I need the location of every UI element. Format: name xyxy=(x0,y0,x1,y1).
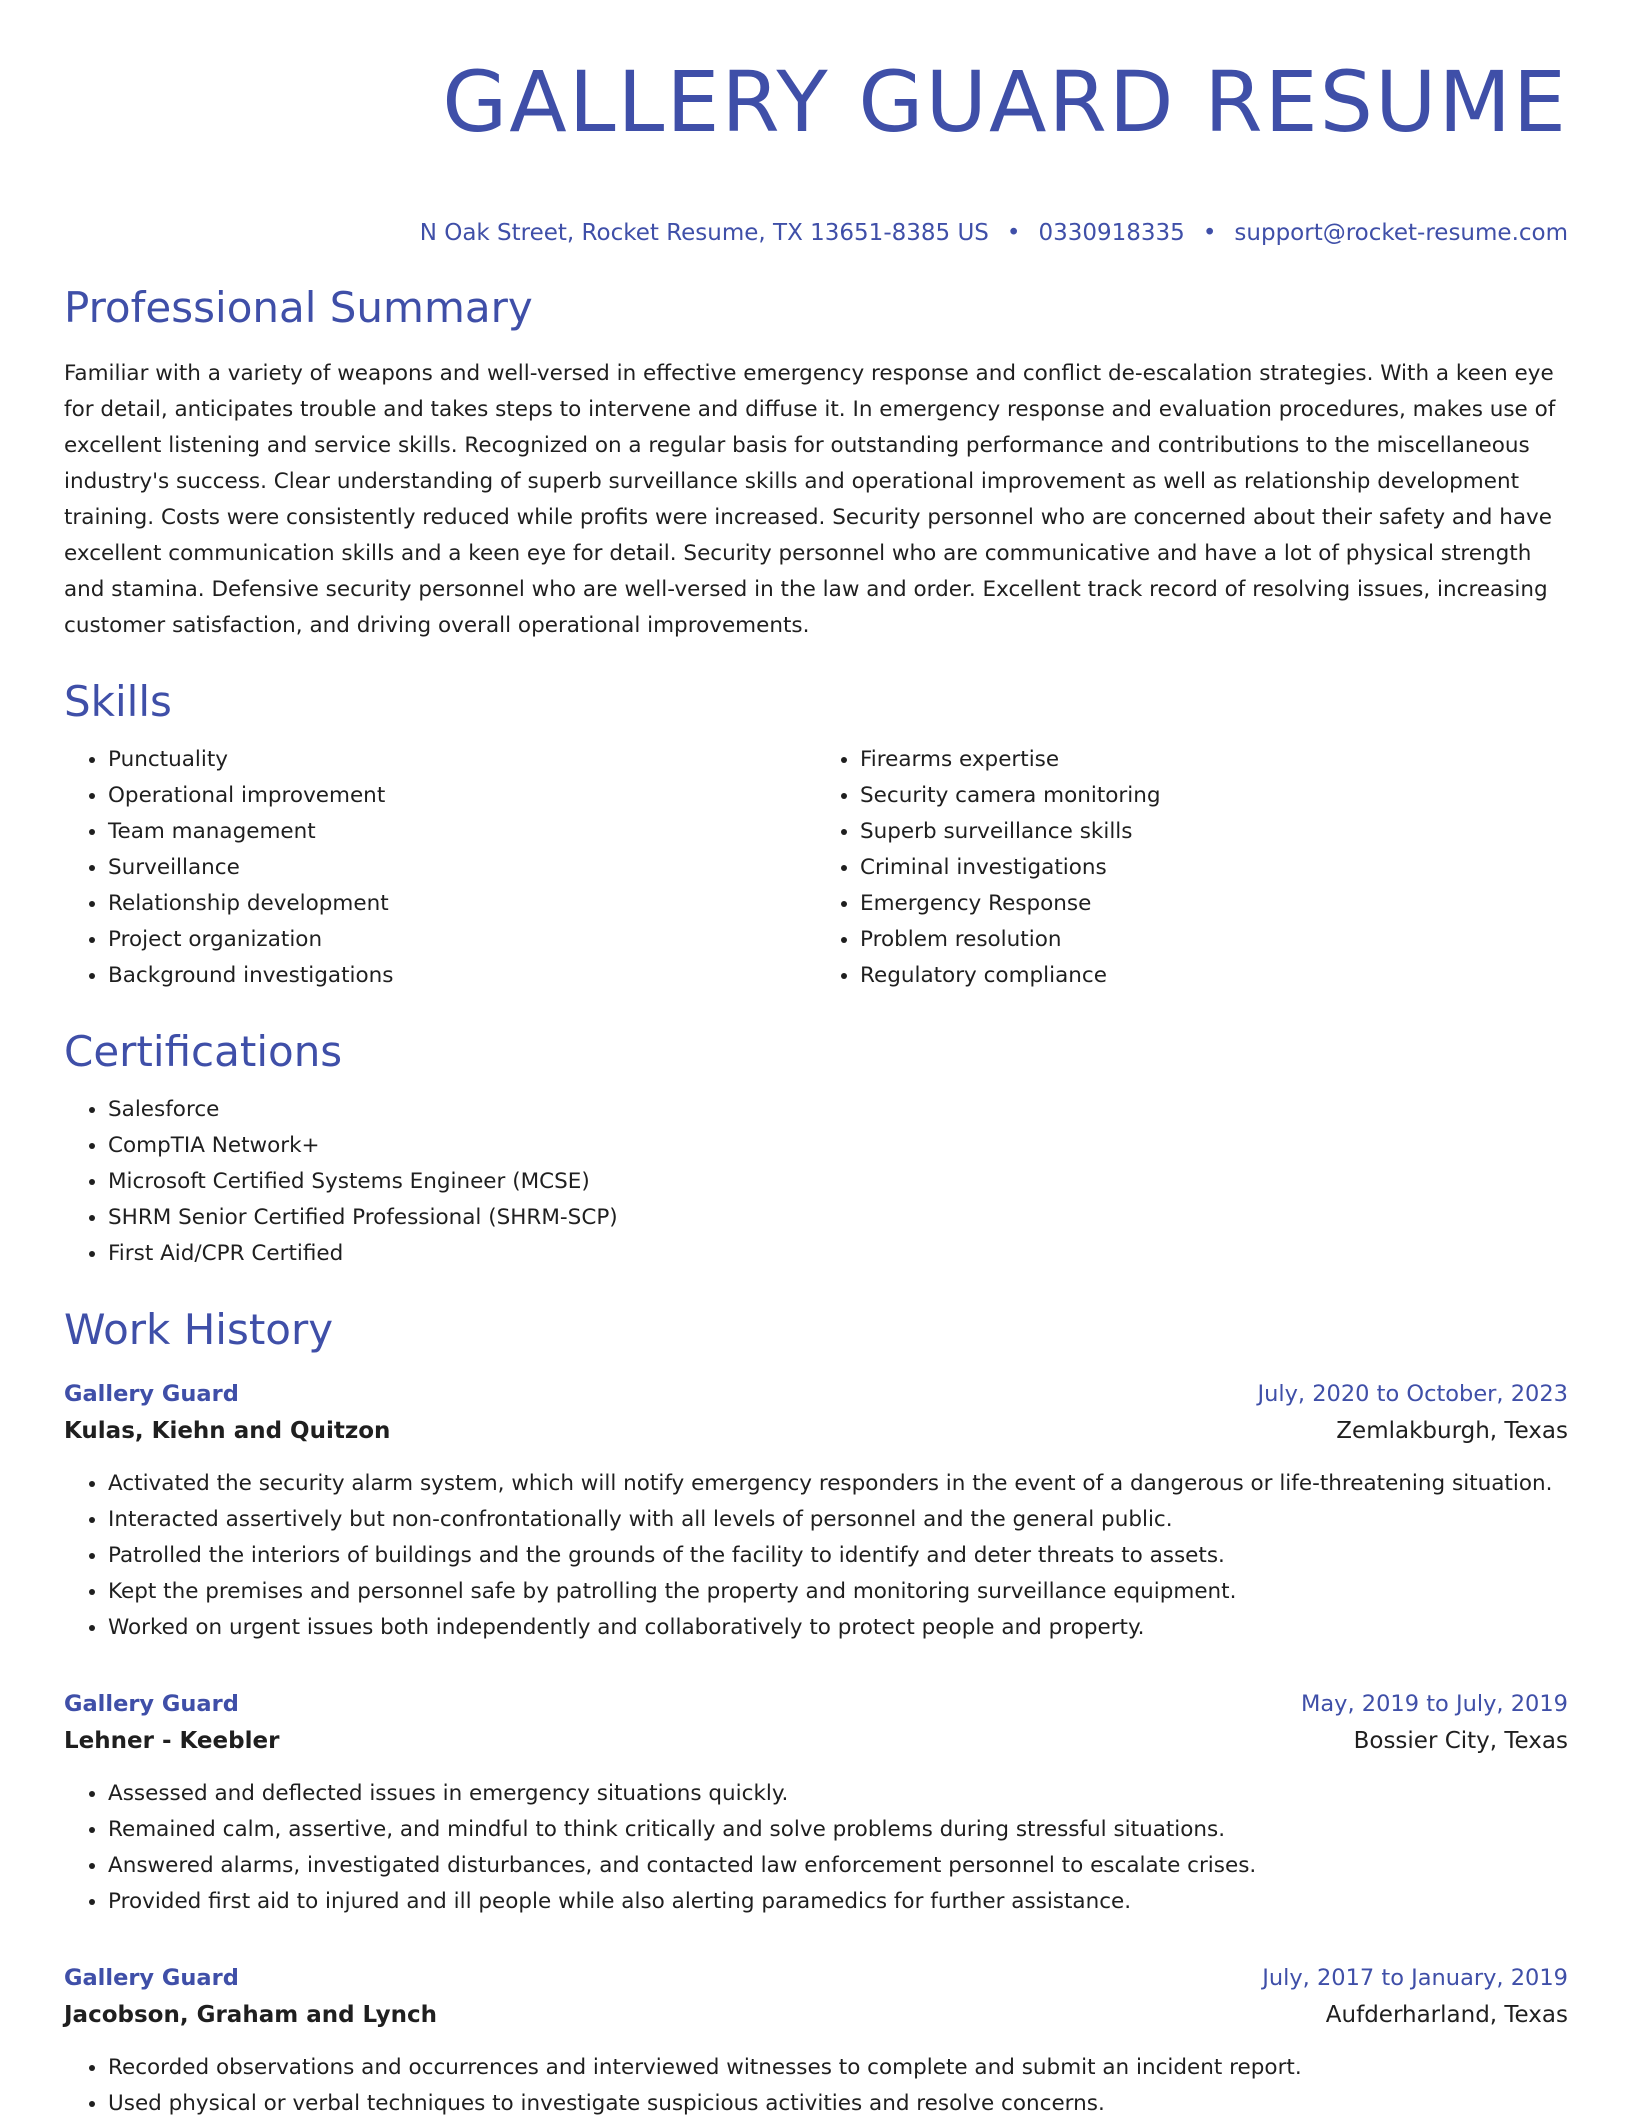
job-location: Bossier City, Texas xyxy=(1353,1728,1568,1754)
job-bullet: • Provided first aid to injured and ill people while also alerting paramedics for further assistance. xyxy=(108,1884,1568,1920)
skill-item: • Background investigations xyxy=(108,958,808,994)
skill-item: • Punctuality xyxy=(108,742,808,778)
job-bullet: • Kept the premises and personnel safe by patrolling the property and monitoring surveillance equipment. xyxy=(108,1574,1568,1610)
job-bullet: • Remained calm, assertive, and mindful to think critically and solve problems during stressful situations. xyxy=(108,1812,1568,1848)
job-bullet: • Assessed and deflected issues in emergency situations quickly. xyxy=(108,1776,1568,1812)
job-bullet: • Recorded observations and occurrences and interviewed witnesses to complete and submit an incident report. xyxy=(108,2050,1568,2086)
contact-separator: • xyxy=(1006,220,1021,246)
job-bullets xyxy=(64,1466,1568,1646)
skills-heading: Skills xyxy=(64,677,172,726)
certification-item: • SHRM Senior Certified Professional (SHRM-SCP) xyxy=(108,1200,1568,1236)
job-location: Zemlakburgh, Texas xyxy=(1336,1418,1568,1444)
resume-title: GALLERY GUARD RESUME xyxy=(442,53,1568,151)
job-employer-row xyxy=(64,1412,1568,1450)
skills-list-right xyxy=(808,742,1560,994)
certifications-heading: Certifications xyxy=(64,1027,343,1076)
job-dates: May, 2019 to July, 2019 xyxy=(1300,1691,1568,1717)
job-title: Gallery Guard xyxy=(64,1965,239,1991)
skill-item: • Firearms expertise xyxy=(860,742,1560,778)
job-title: Gallery Guard xyxy=(64,1381,239,1407)
skills-list-left xyxy=(64,742,808,994)
job-employer-row xyxy=(64,1722,1568,1760)
skill-item: • Problem resolution xyxy=(860,922,1560,958)
certifications-list xyxy=(64,1092,1568,1272)
skill-item: • Team management xyxy=(108,814,808,850)
work-history-heading: Work History xyxy=(64,1305,334,1354)
address: N Oak Street, Rocket Resume, TX 13651-8385 US xyxy=(419,220,989,246)
job-entry xyxy=(64,1376,1568,1646)
skill-item: • Regulatory compliance xyxy=(860,958,1560,994)
job-bullets xyxy=(64,2050,1568,2122)
phone: 0330918335 xyxy=(1038,220,1185,246)
job-bullet: • Worked on urgent issues both independently and collaboratively to protect people and property. xyxy=(108,1610,1568,1646)
job-dates: July, 2020 to October, 2023 xyxy=(1257,1381,1568,1407)
skill-item: • Project organization xyxy=(108,922,808,958)
certification-item: • First Aid/CPR Certified xyxy=(108,1236,1568,1272)
job-bullet: • Answered alarms, investigated disturbances, and contacted law enforcement personnel to escalate crises. xyxy=(108,1848,1568,1884)
job-entry xyxy=(64,1686,1568,1920)
summary-text: Familiar with a variety of weapons and well-versed in effective emergency response and conflict de-escalation strategies. With a keen eye for detail, anticipates trouble and takes steps to intervene and diffuse it. In emergency response and evaluation procedures, makes use of excellent listening and service skills. Recognized on a regular basis for outstanding performance and contributions to the miscellaneous industry's success. Clear understanding of superb surveillance skills and operational improvement as well as relationship development training. Costs were consistently reduced while profits were increased. Security personnel who are concerned about their safety and have excellent communication skills and a keen eye for detail. Security personnel who are communicative and have a lot of physical strength and stamina. Defensive security personnel who are well-versed in the law and order. Excellent track record of resolving issues, increasing customer satisfaction, and driving overall operational improvements. xyxy=(64,361,1556,638)
job-header xyxy=(64,1376,1568,1412)
job-header xyxy=(64,1960,1568,1996)
skill-item: • Relationship development xyxy=(108,886,808,922)
job-location: Aufderharland, Texas xyxy=(1325,2002,1568,2028)
contact-separator: • xyxy=(1202,220,1217,246)
job-header xyxy=(64,1686,1568,1722)
job-title: Gallery Guard xyxy=(64,1691,239,1717)
skill-item: • Operational improvement xyxy=(108,778,808,814)
contact-line xyxy=(64,218,1568,248)
summary-heading: Professional Summary xyxy=(64,283,533,332)
skill-item: • Criminal investigations xyxy=(860,850,1560,886)
job-bullet: • Patrolled the interiors of buildings and the grounds of the facility to identify and deter threats to assets. xyxy=(108,1538,1568,1574)
job-company: Jacobson, Graham and Lynch xyxy=(64,2002,438,2028)
certification-item: • CompTIA Network+ xyxy=(108,1128,1568,1164)
skill-item: • Emergency Response xyxy=(860,886,1560,922)
skills-columns xyxy=(64,742,1568,994)
job-bullets xyxy=(64,1776,1568,1920)
email-link[interactable]: support@rocket-resume.com xyxy=(1234,220,1568,246)
job-bullet: • Interacted assertively but non-confrontationally with all levels of personnel and the general public. xyxy=(108,1502,1568,1538)
job-dates: July, 2017 to January, 2019 xyxy=(1262,1965,1568,1991)
job-company: Kulas, Kiehn and Quitzon xyxy=(64,1418,391,1444)
certification-item: • Microsoft Certified Systems Engineer (MCSE) xyxy=(108,1164,1568,1200)
job-bullet: • Used physical or verbal techniques to investigate suspicious activities and resolve concerns. xyxy=(108,2086,1568,2122)
skill-item: • Surveillance xyxy=(108,850,808,886)
job-company: Lehner - Keebler xyxy=(64,1728,280,1754)
job-bullet: • Activated the security alarm system, which will notify emergency responders in the event of a dangerous or life-threatening situation. xyxy=(108,1466,1568,1502)
skill-item: • Superb surveillance skills xyxy=(860,814,1560,850)
certification-item: • Salesforce xyxy=(108,1092,1568,1128)
job-entry xyxy=(64,1960,1568,2122)
resume-page xyxy=(64,0,1568,2122)
job-employer-row xyxy=(64,1996,1568,2034)
skill-item: • Security camera monitoring xyxy=(860,778,1560,814)
